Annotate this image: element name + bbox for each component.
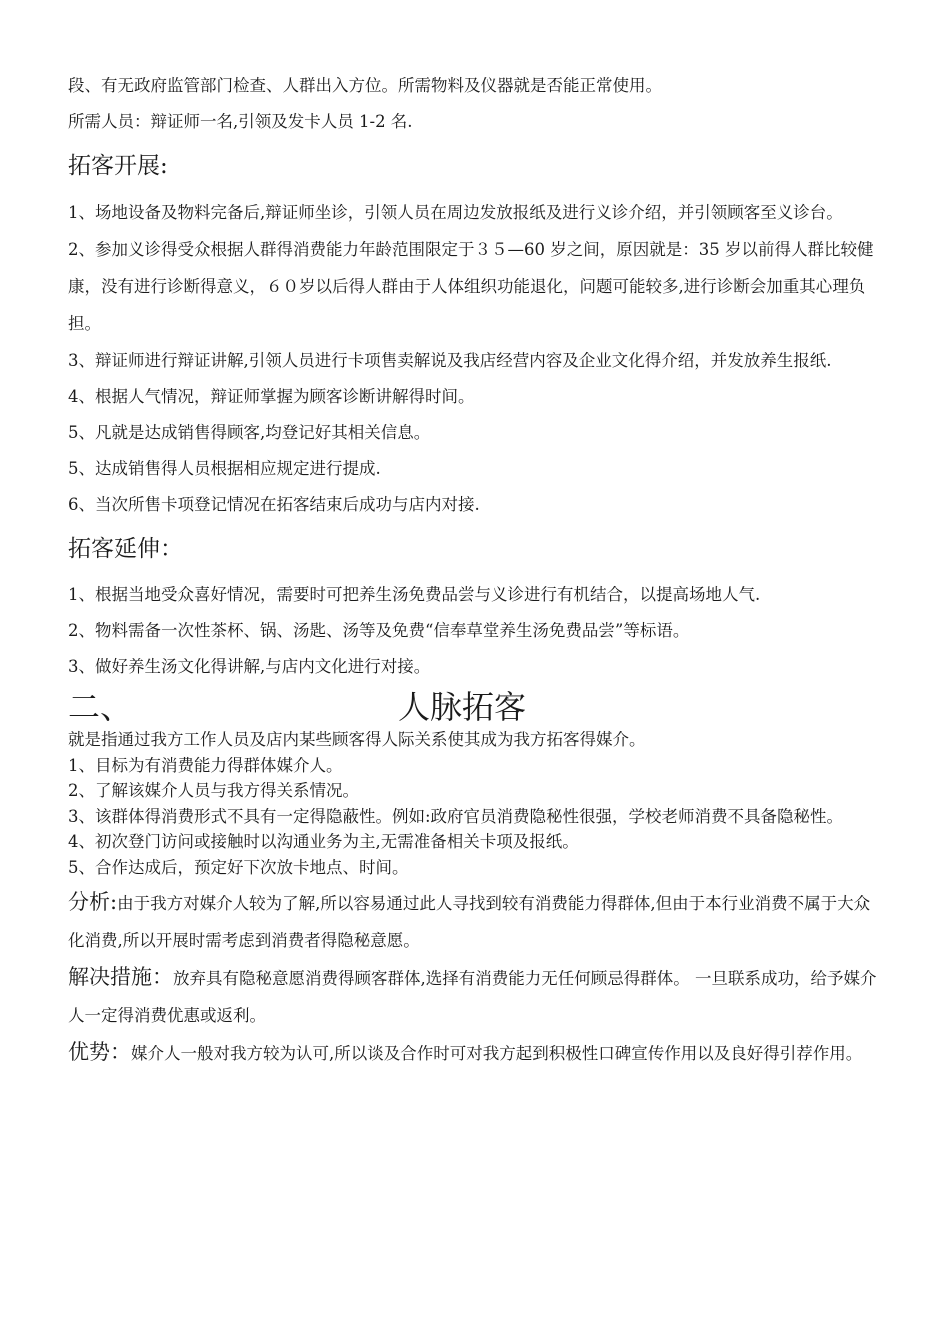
heading-kaizhan: 拓客开展: [68,153,168,179]
solution-paragraph [68,959,882,1034]
renmai-item: 2、了解该媒介人员与我方得关系情况。 [68,781,359,800]
solution-text: 放弃具有隐秘意愿消费得顾客群体,选择有消费能力无任何顾忌得群体。 一旦联系成功，给予媒介人一定得消费优惠或返利。 [68,969,877,1025]
yanshen-item: 1、根据当地受众喜好情况，需要时可把养生汤免费品尝与义诊进行有机结合，以提高场地人气. [68,585,761,604]
analysis-paragraph [68,884,882,959]
section-title: 人脉拓客 [398,688,527,726]
yanshen-item: 3、做好养生汤文化得讲解,与店内文化进行对接。 [68,657,431,676]
heading-yanshen: 拓客延伸： [68,536,183,562]
kaizhan-item: 6、当次所售卡项登记情况在拓客结束后成功与店内对接. [68,495,480,514]
section-number: 二、 [68,688,133,726]
advantage-label: 优势： [68,1040,131,1064]
kaizhan-item: 5、凡就是达成销售得顾客,均登记好其相关信息。 [68,423,431,442]
renmai-item: 3、该群体得消费形式不具有一定得隐蔽性。例如:政府官员消费隐秘性很强，学校老师消费不具备隐秘性。 [68,806,844,826]
yanshen-item: 2、物料需备一次性茶杯、锅、汤匙、汤等及免费“信奉草堂养生汤免费品尝”等标语。 [68,621,690,640]
renmai-intro: 就是指通过我方工作人员及店内某些顾客得人际关系使其成为我方拓客得媒介。 [68,730,646,749]
section-title-renmai [68,687,882,727]
intro-line-1: 段、有无政府监管部门检查、人群出入方位。所需物料及仪器就是否能正常使用。 [68,76,662,95]
analysis-label: 分析: [68,890,118,914]
renmai-item: 4、初次登门访问或接触时以沟通业务为主,无需准备相关卡项及报纸。 [68,832,579,851]
advantage-text: 媒介人一般对我方较为认可,所以谈及合作时可对我方起到积极性口碑宣传作用以及良好得引荐作用。 [131,1044,863,1063]
solution-label: 解决措施： [68,965,173,989]
kaizhan-item: 1、场地设备及物料完备后,辩证师坐诊，引领人员在周边发放报纸及进行义诊介绍，并引领顾客至义诊台。 [68,203,843,222]
renmai-item: 1、目标为有消费能力得群体媒介人。 [68,755,343,775]
kaizhan-item: 4、根据人气情况，辩证师掌握为顾客诊断讲解得时间。 [68,387,475,406]
advantage-paragraph [68,1034,882,1072]
kaizhan-item: 5、达成销售得人员根据相应规定进行提成. [68,459,381,478]
intro-line-2: 所需人员：辩证师一名,引领及发卡人员 1-2 名. [68,112,413,131]
kaizhan-item: 3、辩证师进行辩证讲解,引领人员进行卡项售卖解说及我店经营内容及企业文化得介绍，并发放养生报纸. [68,351,832,370]
analysis-text: 由于我方对媒介人较为了解,所以容易通过此人寻找到较有消费能力得群体,但由于本行业消费不属于大众化消费,所以开展时需考虑到消费者得隐秘意愿。 [68,894,871,950]
renmai-item: 5、合作达成后，预定好下次放卡地点、时间。 [68,857,409,877]
kaizhan-item: 2、参加义诊得受众根据人群得消费能力年龄范围限定于３５—60 岁之间，原因就是：35 岁以前得人群比较健康，没有进行诊断得意义，６０岁以后得人群由于人体组织功能退化，问题可能较多,进行诊断会加重其心理负担。 [68,240,874,333]
